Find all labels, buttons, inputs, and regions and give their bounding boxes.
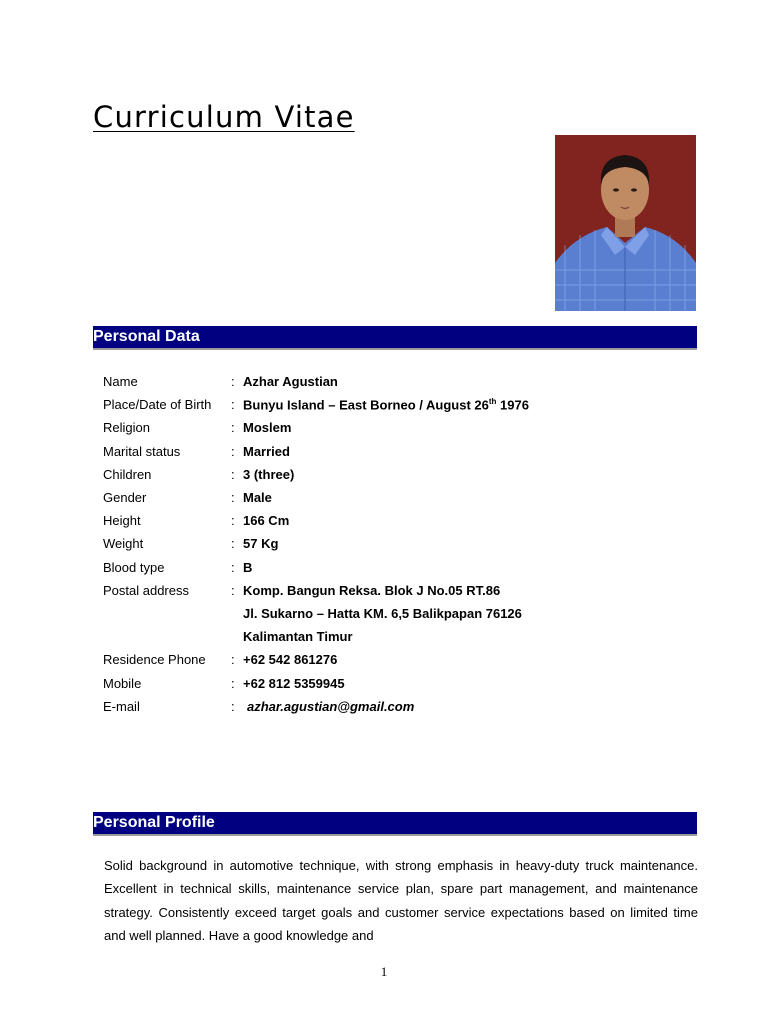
religion-value: Moslem — [243, 420, 292, 436]
table-row — [103, 625, 529, 648]
name-label: Name — [103, 374, 138, 390]
marital-label: Marital status — [103, 443, 181, 459]
height-label: Height — [103, 513, 141, 529]
table-row — [103, 556, 529, 579]
table-row — [103, 648, 529, 671]
table-row — [103, 486, 529, 509]
postal-label: Postal address — [103, 582, 189, 598]
table-row — [103, 695, 529, 718]
colon: : — [231, 698, 235, 714]
colon: : — [231, 559, 235, 575]
table-row — [103, 509, 529, 532]
phone-label: Residence Phone — [103, 652, 206, 668]
colon: : — [231, 466, 235, 482]
colon: : — [231, 443, 235, 459]
mobile-label: Mobile — [103, 675, 142, 691]
table-row — [103, 463, 529, 486]
table-row — [103, 602, 529, 625]
colon: : — [231, 397, 235, 413]
phone-value: +62 542 861276 — [243, 652, 338, 668]
document-title: Curriculum Vitae — [93, 100, 355, 134]
table-row — [103, 393, 529, 416]
gender-label: Gender — [103, 490, 147, 506]
postal-line-3: Kalimantan Timur — [243, 629, 353, 645]
birth-label: Place/Date of Birth — [103, 397, 212, 413]
table-row — [103, 671, 529, 694]
weight-value: 57 Kg — [243, 536, 279, 552]
colon: : — [231, 374, 235, 390]
colon: : — [231, 420, 235, 436]
gender-value: Male — [243, 490, 272, 506]
email-label: E-mail — [103, 698, 140, 714]
colon: : — [231, 582, 235, 598]
colon: : — [231, 490, 235, 506]
religion-label: Religion — [103, 420, 150, 436]
personal-data-table — [103, 370, 529, 718]
postal-line-2: Jl. Sukarno – Hatta KM. 6,5 Balikpapan 76126 — [243, 605, 522, 621]
colon: : — [231, 652, 235, 668]
children-value: 3 (three) — [243, 466, 295, 482]
section-title: Personal Profile — [93, 814, 215, 831]
profile-photo — [555, 135, 696, 311]
section-header-personal-data — [93, 326, 697, 350]
name-value: Azhar Agustian — [243, 374, 338, 390]
height-value: 166 Cm — [243, 513, 290, 529]
table-row — [103, 532, 529, 555]
birth-value-suffix: th — [488, 397, 497, 407]
profile-paragraph: Solid background in automotive technique, with strong emphasis in heavy-duty truck maintenance. Excellent in technical skills, maintenance service plan, spare part management, and maintenance strategy. Consistently exceed target goals and customer service expectations based on limited time and well planned. Have a good knowledge and — [104, 858, 698, 944]
blood-label: Blood type — [103, 559, 165, 575]
section-header-personal-profile — [93, 812, 697, 836]
colon: : — [231, 536, 235, 552]
page-number: 1 — [380, 964, 388, 979]
birth-value-main: Bunyu Island – East Borneo / August 26 — [243, 397, 489, 413]
email-value[interactable]: azhar.agustian@gmail.com — [247, 698, 415, 714]
portrait-image — [555, 135, 696, 311]
marital-value: Married — [243, 443, 290, 459]
table-row — [103, 370, 529, 393]
colon: : — [231, 513, 235, 529]
weight-label: Weight — [103, 536, 144, 552]
birth-value — [243, 393, 529, 416]
table-row — [103, 440, 529, 463]
blood-value: B — [243, 559, 253, 575]
postal-line-1: Komp. Bangun Reksa. Blok J No.05 RT.86 — [243, 582, 501, 598]
birth-value-year: 1976 — [496, 397, 529, 413]
table-row — [103, 416, 529, 439]
children-label: Children — [103, 466, 152, 482]
section-title: Personal Data — [93, 328, 200, 345]
mobile-value: +62 812 5359945 — [243, 675, 345, 691]
colon: : — [231, 675, 235, 691]
table-row — [103, 579, 529, 602]
